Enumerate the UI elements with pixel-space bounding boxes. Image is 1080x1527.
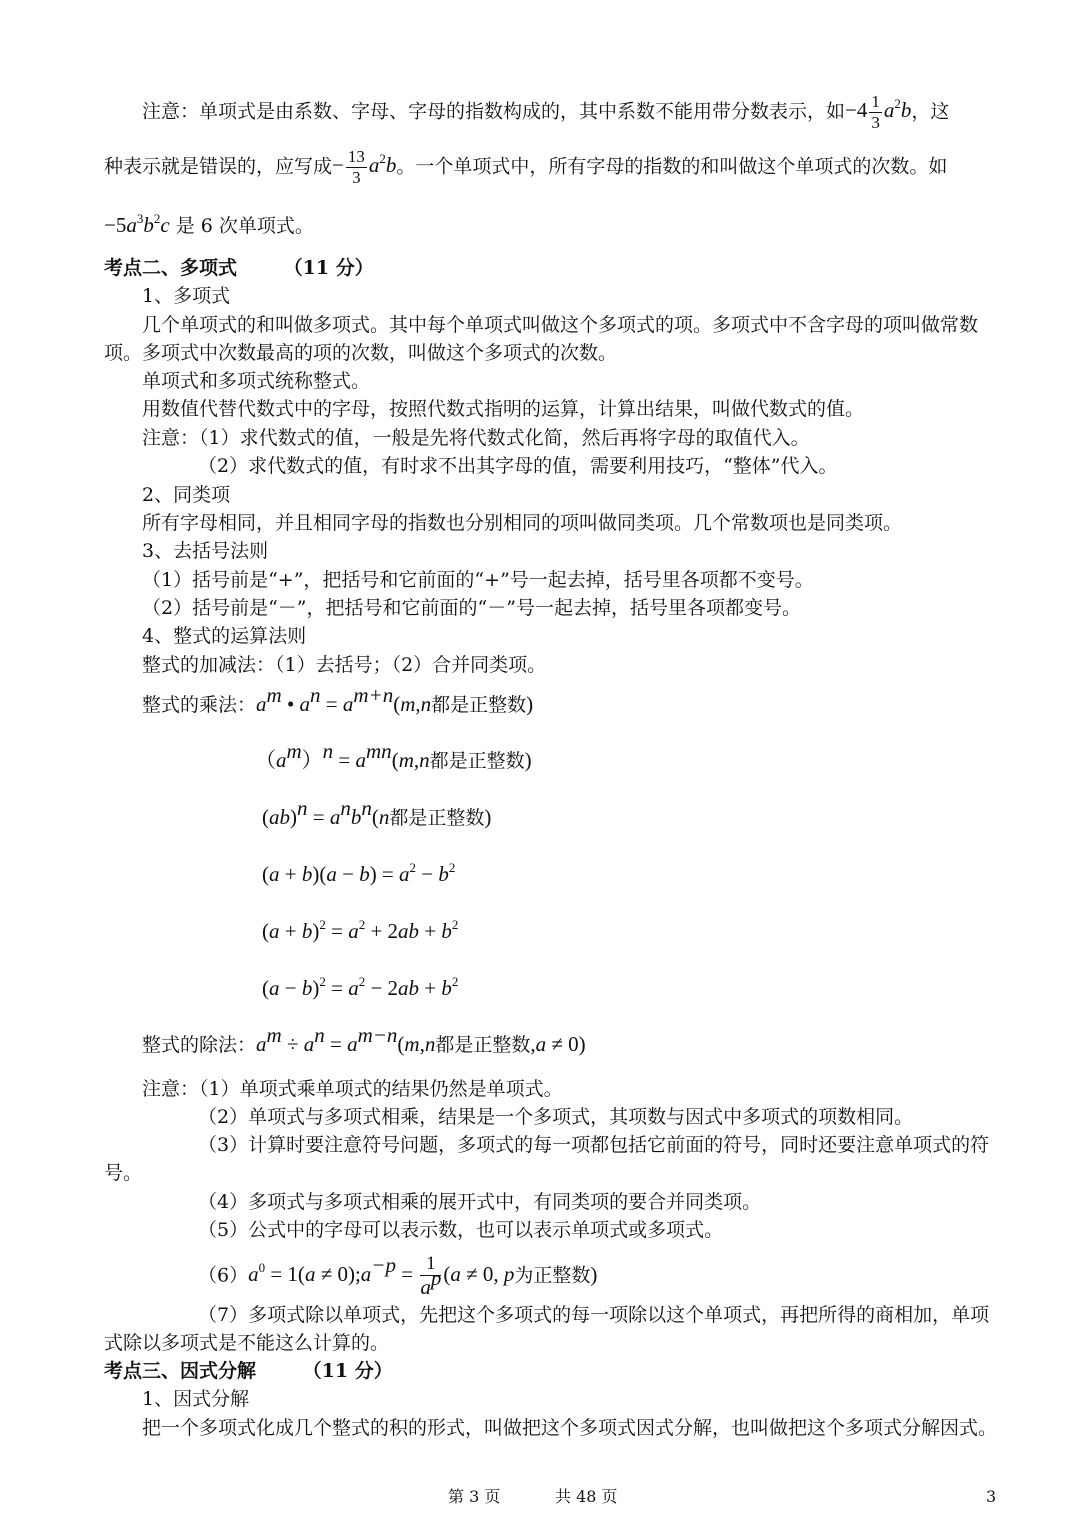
intro-line-2 <box>104 147 947 188</box>
section2-title: 考点二、多项式 <box>104 257 238 279</box>
div-label: 整式的除法： <box>142 1034 257 1056</box>
section2-sub2: 2、同类项 <box>142 484 231 506</box>
intro-text-1a: 注意：单项式是由系数、字母、字母的指数构成的，其中系数不能用带分数表示，如 <box>142 100 846 123</box>
mult-formula-4: $(a + b)(a - b) = a^2 - b^2$ <box>262 860 456 886</box>
section3-sub1: 1、因式分解 <box>142 1388 250 1410</box>
section2-note1: 注意：（1）求代数式的值，一般是先将代数式化简，然后再将字母的取值代入。 <box>142 427 810 449</box>
mult-formula-5: $(a + b)^2 = a^2 + 2ab + b^2$ <box>262 917 459 943</box>
section2-p2: 单项式和多项式统称整式。 <box>142 370 371 392</box>
div-formula: 整式的除法：$a^m \div a^n = a^{m-n}(m,n$都是正整数,a ≠ 0) <box>142 1023 586 1056</box>
section2-sub1: 1、多项式 <box>142 285 231 307</box>
mult-formula-3: $(ab)^n = a^nb^n(n$都是正整数) <box>262 796 492 829</box>
section2-heading <box>104 254 374 282</box>
mult-cond-1: 都是正整数 <box>431 694 527 716</box>
math-mixed-number: −4 $\frac{1}{3}$ $a^2b$ <box>845 92 912 132</box>
intro-line-1 <box>142 92 949 133</box>
note-5: （5）公式中的字母可以表示数，也可以表示单项式或多项式。 <box>198 1219 724 1241</box>
section2-note2: （2）求代数式的值，有时求不出其字母的值，需要利用技巧，“整体”代入。 <box>198 455 838 477</box>
section2-score: （11 分） <box>283 257 374 279</box>
addsub-rule: 整式的加减法：（1）去括号；（2）合并同类项。 <box>142 654 547 676</box>
mult-label: 整式的乘法： <box>142 694 257 716</box>
section3-title: 考点三、因式分解 <box>104 1360 257 1382</box>
intro-text-2a: 种表示就是错误的，应写成 <box>104 155 333 178</box>
section3-heading <box>104 1357 393 1385</box>
rule-plus: （1）括号前是“+”，把括号和它前面的“+”号一起去掉，括号里各项都不变号。 <box>142 569 814 591</box>
section2-p3: 用数值代替代数式中的字母，按照代数式指明的运算，计算出结果，叫做代数式的值。 <box>142 398 865 420</box>
div-cond: 都是正整数 <box>435 1034 531 1056</box>
section2-sub3: 3、去括号法则 <box>142 540 269 562</box>
math-monomial-example: $-5a^3b^2c$ <box>104 211 170 237</box>
note-6-cond: 为正整数 <box>514 1264 591 1287</box>
mult-cond-2: 都是正整数 <box>429 750 525 772</box>
mult-formula-6: $(a - b)^2 = a^2 - 2ab + b^2$ <box>262 974 459 1000</box>
intro-text-3b: 是 6 次单项式。 <box>175 215 314 237</box>
math-improper-fraction: − $\frac{13}{3}$ $a^2b$ <box>332 147 397 187</box>
rule-minus: （2）括号前是“－”，把括号和它前面的“－”号一起去掉，括号里各项都变号。 <box>142 597 801 619</box>
note-2: （2）单项式与多项式相乘，结果是一个多项式，其项数与因式中多项式的项数相同。 <box>198 1106 914 1128</box>
note-4: （4）多项式与多项式相乘的展开式中，有同类项的要合并同类项。 <box>198 1191 762 1213</box>
note-1: 注意：（1）单项式乘单项式的结果仍然是单项式。 <box>142 1078 563 1100</box>
intro-line-3 <box>104 211 314 240</box>
section2-p1: 几个单项式的和叫做多项式。其中每个单项式叫做这个多项式的项。多项式中不含字母的项叫做常数项。多项式中次数最高的项的次数，叫做这个多项式的次数。 <box>104 314 979 364</box>
note-6-label: （6） <box>198 1264 249 1287</box>
section2-sub4: 4、整式的运算法则 <box>142 625 307 647</box>
section2-p4: 所有字母相同，并且相同字母的指数也分别相同的项叫做同类项。几个常数项也是同类项。 <box>142 512 903 534</box>
mult-formula-1: 整式的乘法：$a^m$ • $a^n = a^{m+n}(m,n$都是正整数) <box>142 683 534 716</box>
note-7: （7）多项式除以单项式，先把这个多项式的每一项除以这个单项式，再把所得的商相加，单项式除以多项式是不能这么计算的。 <box>104 1304 990 1354</box>
footer-total-label: 共 48 页 <box>555 1487 618 1506</box>
section3-score: （11 分） <box>302 1360 393 1382</box>
footer-page-label: 第 3 页 <box>448 1487 501 1506</box>
mult-formula-2: $(a^m)^n = a^{mn}(m,n$都是正整数) <box>255 739 532 772</box>
footer-page-number: 3 <box>986 1487 997 1506</box>
intro-text-2b: 。一个单项式中，所有字母的指数的和叫做这个单项式的次数。如 <box>396 155 948 178</box>
note-3: （3）计算时要注意符号问题，多项式的每一项都包括它前面的符号，同时还要注意单项式的符号。 <box>104 1134 990 1184</box>
note-6: $(6)a^0 = 1(a$ ≠ $0);a^{-p}$ = $\frac{1}{a^p}$ (a ≠ 0, p为正整数) <box>198 1253 598 1299</box>
section3-p1: 把一个多项式化成几个整式的积的形式，叫做把这个多项式因式分解，也叫做把这个多项式分解因式。 <box>142 1417 998 1439</box>
intro-text-1b: ，这 <box>911 100 950 123</box>
mult-cond-3: 都是正整数 <box>389 807 485 829</box>
